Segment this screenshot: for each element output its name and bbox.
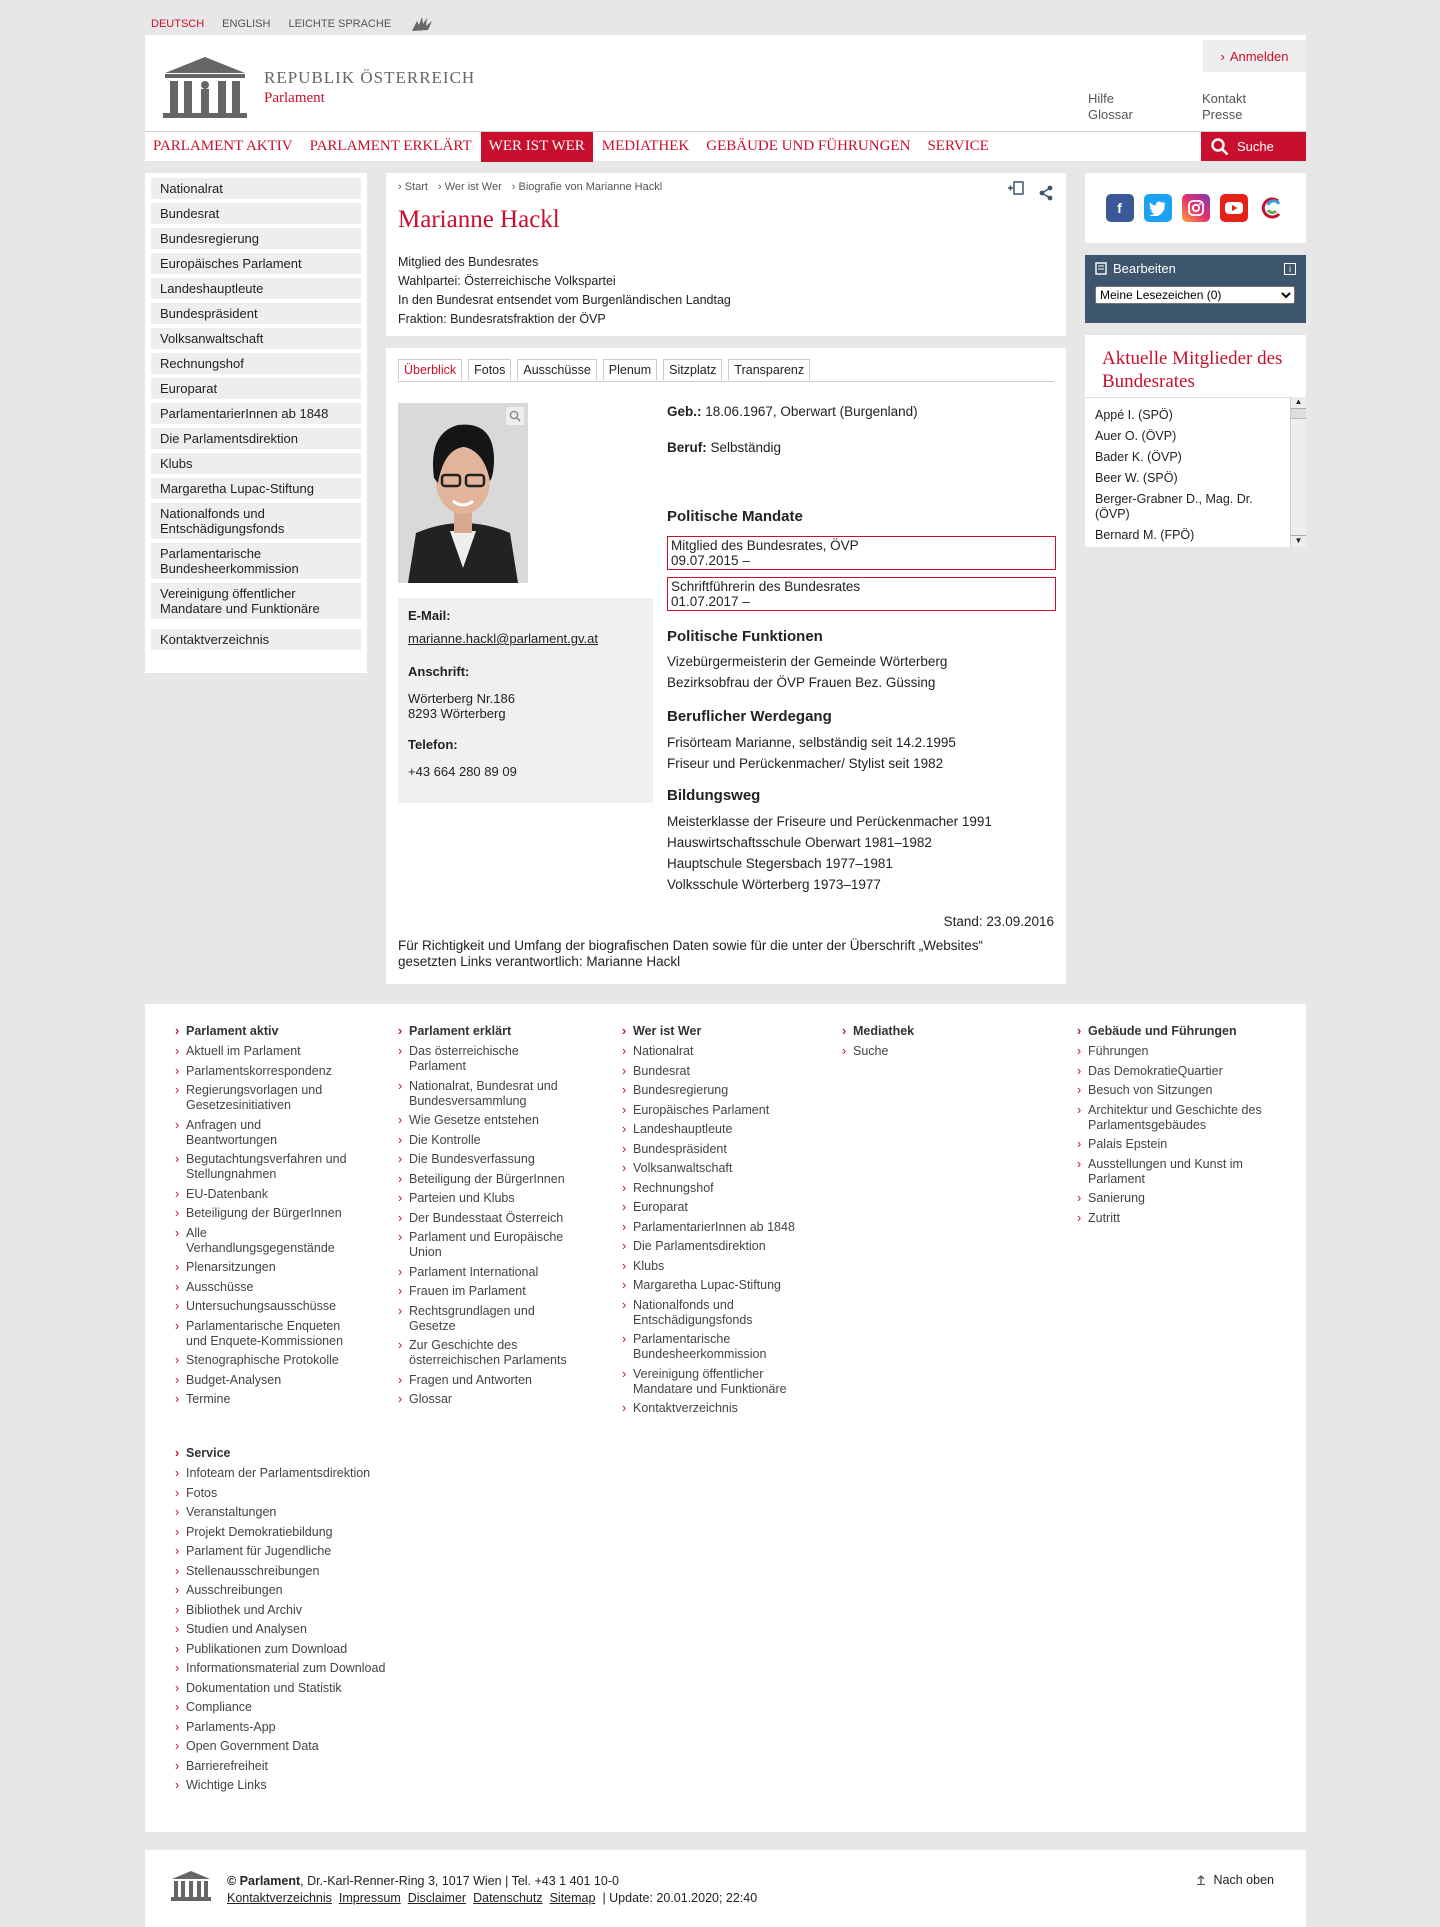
footer — [145, 1004, 1306, 1832]
logo-subtitle: Parlament — [264, 90, 325, 106]
list-item[interactable]: Bernard M. (FPÖ) — [1095, 528, 1195, 542]
list-item: Hauptschule Stegersbach 1977–1981 — [667, 856, 893, 871]
members-list — [1085, 397, 1290, 547]
footer-link[interactable]: › Beteiligung der BürgerInnen — [398, 1172, 578, 1187]
nav-mediathek[interactable]: MEDIATHEK — [601, 138, 690, 154]
footer-link[interactable]: › Die Parlamentsdirektion — [622, 1239, 802, 1254]
footer-link[interactable]: › Ausschreibungen — [175, 1583, 405, 1598]
career-list — [667, 732, 956, 774]
footer-link[interactable]: › Glossar — [398, 1392, 578, 1407]
footer-link[interactable]: › Parteien und Klubs — [398, 1191, 578, 1206]
footer-link[interactable]: › Regierungsvorlagen und Gesetzesinitiativen — [175, 1083, 355, 1113]
list-item: Hauswirtschaftsschule Oberwart 1981–1982 — [667, 835, 932, 850]
portrait-photo[interactable] — [398, 403, 528, 583]
sidebar-item-eu-parlament[interactable]: Europäisches Parlament — [151, 253, 361, 274]
footer-heading[interactable]: › Parlament aktiv — [175, 1024, 355, 1038]
email-link[interactable]: marianne.hackl@parlament.gv.at — [408, 631, 598, 646]
contact-box — [398, 598, 653, 803]
footer-link-datenschutz[interactable]: Datenschutz — [473, 1891, 543, 1905]
footer-col-parlament-aktiv — [175, 1024, 355, 1412]
contact-links — [1202, 91, 1246, 123]
footer-link[interactable]: › Veranstaltungen — [175, 1505, 405, 1520]
list-item[interactable]: Appé I. (SPÖ) — [1095, 408, 1173, 422]
list-item: Friseur und Perückenmacher/ Stylist seit 1982 — [667, 756, 944, 771]
footer-link[interactable]: › Dokumentation und Statistik — [175, 1681, 405, 1696]
breadcrumb-current: › Biografie von Marianne Hackl — [512, 181, 662, 193]
nav-gebaeude[interactable]: GEBÄUDE UND FÜHRUNGEN — [706, 138, 911, 154]
footer-link[interactable]: › Die Bundesverfassung — [398, 1152, 578, 1167]
footer-link[interactable]: › Rechnungshof — [622, 1181, 802, 1196]
functions-heading: Politische Funktionen — [667, 628, 823, 645]
sidebar-item-bundesrat[interactable]: Bundesrat — [151, 203, 361, 224]
footer-link[interactable]: › Informationsmaterial zum Download — [175, 1661, 405, 1676]
address-label: Anschrift: — [408, 664, 470, 679]
lang-leichte-sprache[interactable]: LEICHTE SPRACHE — [288, 18, 392, 30]
footer-link[interactable]: › Besuch von Sitzungen — [1077, 1083, 1267, 1098]
footer-link[interactable]: › Führungen — [1077, 1044, 1267, 1059]
footer-link[interactable]: › EU-Datenbank — [175, 1187, 355, 1202]
sidebar-item-landeshauptleute[interactable]: Landeshauptleute — [151, 278, 361, 299]
address-line-1: Wörterberg Nr.186 — [408, 691, 515, 706]
footer-link[interactable]: › Frauen im Parlament — [398, 1284, 578, 1299]
footer-link[interactable]: › Projekt Demokratiebildung — [175, 1525, 405, 1540]
footer-link[interactable]: › Das DemokratieQuartier — [1077, 1064, 1267, 1079]
birth-label: Geb.: — [667, 404, 702, 419]
search-button[interactable]: Suche — [1201, 132, 1306, 161]
glossary-link[interactable]: Glossar — [1088, 107, 1133, 122]
address-line-2: 8293 Wörterberg — [408, 706, 506, 721]
member-party: Wahlpartei: Österreichische Volkspartei — [398, 274, 616, 288]
youtube-icon[interactable] — [1220, 194, 1248, 222]
footer-link[interactable]: › Anfragen und Beantwortungen — [175, 1118, 355, 1148]
footer-link-sitemap[interactable]: Sitemap — [549, 1891, 596, 1905]
footer-link[interactable]: › Suche — [842, 1044, 1022, 1059]
disclaimer-text: Für Richtigkeit und Umfang der biografischen Daten sowie für die unter der Überschrift „Websites“ gesetzten Links verantwortlich: Marianne Hackl — [398, 938, 984, 969]
nav-wer-ist-wer[interactable]: WER IST WER — [481, 132, 593, 162]
breadcrumb-wer-ist-wer[interactable]: › Wer ist Wer — [438, 181, 502, 193]
main-nav — [145, 131, 1306, 161]
search-icon — [1211, 138, 1229, 156]
footer-link[interactable]: › Margaretha Lupac-Stiftung — [622, 1278, 802, 1293]
login-button[interactable]: › Anmelden — [1203, 40, 1306, 72]
share-icon[interactable] — [1038, 185, 1054, 206]
job-info — [667, 440, 781, 455]
help-link[interactable]: Hilfe — [1088, 91, 1115, 106]
members-heading: Aktuelle Mitglieder des Bundesrates — [1102, 348, 1283, 392]
footer-link[interactable]: › Fragen und Antworten — [398, 1373, 578, 1388]
info-icon[interactable]: i — [1284, 263, 1296, 275]
page-title: Marianne Hackl — [398, 206, 560, 233]
footer-link[interactable]: › Parlamentarische Bundesheerkommission — [622, 1332, 802, 1362]
sidebar-item-bundesheerkommission[interactable]: Parlamentarische Bundesheerkommission — [151, 543, 361, 579]
sidebar-item-europarat[interactable]: Europarat — [151, 378, 361, 399]
sidebar — [145, 173, 367, 673]
footer-link[interactable]: › Termine — [175, 1392, 355, 1407]
mandate-item[interactable]: Schriftführerin des Bundesrates 01.07.2017 – — [667, 577, 1056, 611]
language-bar — [151, 14, 435, 34]
footer-link[interactable]: › Nationalrat — [622, 1044, 802, 1059]
member-role: Mitglied des Bundesrates — [398, 255, 539, 269]
footer-col-service — [175, 1446, 405, 1798]
members-scrollbar[interactable] — [1290, 397, 1306, 547]
list-item[interactable]: Auer O. (ÖVP) — [1095, 429, 1177, 443]
sidebar-item-bundesregierung[interactable]: Bundesregierung — [151, 228, 361, 249]
footer-link[interactable]: › Publikationen zum Download — [175, 1642, 405, 1657]
footer-link[interactable]: › Compliance — [175, 1700, 405, 1715]
birth-info — [667, 404, 918, 419]
nav-parlament-erklaert[interactable]: PARLAMENT ERKLÄRT — [309, 138, 472, 154]
list-item: Meisterklasse der Friseure und Perückenmacher 1991 — [667, 814, 992, 829]
footer-link[interactable]: › Begutachtungsverfahren und Stellungnahmen — [175, 1152, 355, 1182]
address: , Dr.-Karl-Renner-Ring 3, 1017 Wien | Tel. +43 1 401 10-0 — [300, 1874, 619, 1888]
breadcrumb-start[interactable]: › Start — [398, 181, 428, 193]
tab-ueberblick[interactable]: Überblick — [398, 359, 462, 380]
footer-link[interactable]: › ParlamentarierInnen ab 1848 — [622, 1220, 802, 1235]
footer-link[interactable]: › Budget-Analysen — [175, 1373, 355, 1388]
footer-link[interactable]: › Bundesregierung — [622, 1083, 802, 1098]
member-info — [398, 253, 731, 329]
footer-link[interactable]: › Untersuchungsausschüsse — [175, 1299, 355, 1314]
nav-service[interactable]: SERVICE — [927, 138, 989, 154]
footer-link[interactable]: › Parlamentarische Enqueten und Enquete-Kommissionen — [175, 1319, 355, 1349]
footer-link[interactable]: › Studien und Analysen — [175, 1622, 405, 1637]
career-heading: Beruflicher Werdegang — [667, 708, 832, 725]
job-value: Selbständig — [710, 440, 782, 455]
tab-transparenz[interactable]: Transparenz — [728, 359, 810, 380]
current-members-box — [1085, 335, 1306, 547]
phone-number: +43 664 280 89 09 — [408, 764, 517, 779]
footer-link[interactable]: › Ausschüsse — [175, 1280, 355, 1295]
footer-link[interactable]: › Fotos — [175, 1486, 405, 1501]
footer-link[interactable]: › Nationalfonds und Entschädigungsfonds — [622, 1298, 802, 1328]
footer-heading[interactable]: › Parlament erklärt — [398, 1024, 578, 1038]
list-item[interactable]: Beer W. (SPÖ) — [1095, 471, 1178, 485]
footer-link[interactable]: › Europäisches Parlament — [622, 1103, 802, 1118]
footer-link[interactable]: › Kontaktverzeichnis — [622, 1401, 802, 1416]
education-list — [667, 811, 992, 895]
member-delegation: In den Bundesrat entsendet vom Burgenländischen Landtag — [398, 293, 731, 307]
footer-heading[interactable]: › Wer ist Wer — [622, 1024, 802, 1038]
parliament-logo-icon — [160, 55, 250, 120]
parliament-small-logo-icon — [170, 1870, 212, 1902]
footer-link[interactable]: › Alle Verhandlungsgegenstände — [175, 1226, 355, 1256]
copyright-block — [227, 1873, 757, 1907]
footer-link[interactable]: › Stenographische Protokolle — [175, 1353, 355, 1368]
profile-tabs — [398, 359, 810, 380]
footer-link[interactable]: › Stellenausschreibungen — [175, 1564, 405, 1579]
footer-col-wer-ist-wer — [622, 1024, 802, 1421]
footer-link[interactable]: › Die Kontrolle — [398, 1133, 578, 1148]
footer-link-kontaktverzeichnis[interactable]: Kontaktverzeichnis — [227, 1891, 332, 1905]
footer-link-disclaimer[interactable]: Disclaimer — [407, 1891, 467, 1905]
footer-link[interactable]: › Open Government Data — [175, 1739, 405, 1754]
footer-link-impressum[interactable]: Impressum — [338, 1891, 401, 1905]
footer-link[interactable]: › Parlaments-App — [175, 1720, 405, 1735]
sidebar-item-volksanwaltschaft[interactable]: Volksanwaltschaft — [151, 328, 361, 349]
footer-col-mediathek — [842, 1024, 1022, 1064]
footer-link[interactable]: › Sanierung — [1077, 1191, 1267, 1206]
lang-deutsch[interactable]: DEUTSCH — [151, 18, 205, 30]
footer-link[interactable]: › Bibliothek und Archiv — [175, 1603, 405, 1618]
education-heading: Bildungsweg — [667, 787, 761, 804]
footer-link[interactable]: › Parlament und Europäische Union — [398, 1230, 578, 1260]
stand-date: Stand: 23.09.2016 — [943, 914, 1054, 929]
email-label: E-Mail: — [408, 608, 451, 623]
zoom-icon[interactable] — [506, 407, 524, 425]
footer-link[interactable]: › Bundespräsident — [622, 1142, 802, 1157]
sidebar-item-vereinigung[interactable]: Vereinigung öffentlicher Mandatare und Funktionäre — [151, 583, 361, 619]
footer-link[interactable]: › Zur Geschichte des österreichischen Parlaments — [398, 1338, 578, 1368]
footer-link[interactable]: › Parlament für Jugendliche — [175, 1544, 405, 1559]
social-links — [1085, 173, 1306, 243]
edit-icon — [1095, 262, 1107, 275]
bookmarks-select[interactable] — [1095, 286, 1295, 304]
list-item[interactable]: Bader K. (ÖVP) — [1095, 450, 1182, 464]
footer-link[interactable]: › Der Bundesstaat Österreich — [398, 1211, 578, 1226]
header — [145, 35, 1306, 131]
birth-value: 18.06.1967, Oberwart (Burgenland) — [705, 404, 918, 419]
footer-link[interactable]: › Volksanwaltschaft — [622, 1161, 802, 1176]
list-item: Vizebürgermeisterin der Gemeinde Wörterberg — [667, 654, 948, 669]
footer-link[interactable]: › Ausstellungen und Kunst im Parlament — [1077, 1157, 1267, 1187]
footer-heading[interactable]: › Service — [175, 1446, 405, 1460]
twitter-icon[interactable] — [1144, 194, 1172, 222]
press-link[interactable]: Presse — [1202, 107, 1243, 122]
sidebar-item-parlamentarier-1848[interactable]: ParlamentarierInnen ab 1848 — [151, 403, 361, 424]
list-item: Bezirksobfrau der ÖVP Frauen Bez. Güssing — [667, 675, 936, 690]
footer-link[interactable]: › Zutritt — [1077, 1211, 1267, 1226]
footer-link[interactable]: › Wie Gesetze entstehen — [398, 1113, 578, 1128]
footer-col-parlament-erklaert — [398, 1024, 578, 1412]
footer-link[interactable]: › Das österreichische Parlament — [398, 1044, 578, 1074]
scroll-down-icon[interactable]: ▼ — [1291, 535, 1306, 547]
edit-label[interactable]: Bearbeiten — [1113, 261, 1176, 276]
sidebar-item-parlamentsdirektion[interactable]: Die Parlamentsdirektion — [151, 428, 361, 449]
footer-link[interactable]: › Plenarsitzungen — [175, 1260, 355, 1275]
footer-link[interactable]: › Vereinigung öffentlicher Mandatare und Funktionäre — [622, 1367, 802, 1397]
logo[interactable] — [160, 55, 475, 120]
bottom-bar — [145, 1850, 1306, 1927]
list-item[interactable]: Berger-Grabner D., Mag. Dr. (ÖVP) — [1095, 492, 1253, 521]
sidebar-item-kontaktverzeichnis[interactable]: Kontaktverzeichnis — [151, 629, 361, 650]
footer-heading[interactable]: › Gebäude und Führungen — [1077, 1024, 1267, 1038]
footer-link[interactable]: › Aktuell im Parlament — [175, 1044, 355, 1059]
back-to-top-link[interactable]: Nach oben — [1196, 1873, 1274, 1887]
tab-sitzplatz[interactable]: Sitzplatz — [663, 359, 722, 380]
sidebar-item-klubs[interactable]: Klubs — [151, 453, 361, 474]
sign-language-icon[interactable] — [409, 15, 435, 33]
footer-link[interactable]: › Infoteam der Parlamentsdirektion — [175, 1466, 405, 1481]
footer-link[interactable]: › Wichtige Links — [175, 1778, 405, 1793]
instagram-icon[interactable] — [1182, 194, 1210, 222]
facebook-icon[interactable]: f — [1106, 194, 1134, 222]
bookmark-icon[interactable] — [1006, 181, 1026, 202]
arrow-up-icon — [1196, 1875, 1206, 1885]
footer-link[interactable]: › Parlament International — [398, 1265, 578, 1280]
functions-list — [667, 651, 947, 693]
footer-link[interactable]: › Palais Epstein — [1077, 1137, 1267, 1152]
scroll-up-icon[interactable]: ▲ — [1291, 397, 1306, 409]
job-label: Beruf: — [667, 440, 707, 455]
list-item: Frisörteam Marianne, selbständig seit 14.2.1995 — [667, 735, 956, 750]
nav-parlament-aktiv[interactable]: PARLAMENT AKTIV — [153, 138, 293, 154]
tab-ausschuesse[interactable]: Ausschüsse — [517, 359, 596, 380]
sidebar-item-lupac-stiftung[interactable]: Margaretha Lupac-Stiftung — [151, 478, 361, 499]
profile-body — [386, 348, 1066, 984]
help-links — [1088, 91, 1133, 123]
footer-col-gebaeude — [1077, 1024, 1267, 1230]
tab-fotos[interactable]: Fotos — [468, 359, 511, 380]
footer-link[interactable]: › Klubs — [622, 1259, 802, 1274]
flickr-icon[interactable] — [1258, 194, 1286, 222]
phone-label: Telefon: — [408, 737, 458, 752]
sidebar-item-rechnungshof[interactable]: Rechnungshof — [151, 353, 361, 374]
profile-header — [386, 173, 1066, 336]
sidebar-item-nationalfonds[interactable]: Nationalfonds und Entschädigungsfonds — [151, 503, 361, 539]
footer-link[interactable]: › Nationalrat, Bundesrat und Bundesversammlung — [398, 1079, 578, 1109]
sidebar-item-nationalrat[interactable]: Nationalrat — [151, 178, 361, 199]
lang-english[interactable]: ENGLISH — [222, 18, 271, 30]
footer-link[interactable]: › Europarat — [622, 1200, 802, 1215]
member-faction: Fraktion: Bundesratsfraktion der ÖVP — [398, 312, 606, 326]
mandate-item[interactable]: Mitglied des Bundesrates, ÖVP 09.07.2015 – — [667, 536, 1056, 570]
footer-link[interactable]: › Barrierefreiheit — [175, 1759, 405, 1774]
footer-link[interactable]: › Beteiligung der BürgerInnen — [175, 1206, 355, 1221]
copyright: © Parlament — [227, 1874, 301, 1888]
sidebar-item-bundespraesident[interactable]: Bundespräsident — [151, 303, 361, 324]
logo-title: REPUBLIK ÖSTERREICH — [264, 68, 476, 87]
tab-plenum[interactable]: Plenum — [603, 359, 657, 380]
update-info: | Update: 20.01.2020; 22:40 — [602, 1891, 758, 1905]
footer-link[interactable]: › Rechtsgrundlagen und Gesetze — [398, 1304, 578, 1334]
contact-link[interactable]: Kontakt — [1202, 91, 1247, 106]
list-item: Volksschule Wörterberg 1973–1977 — [667, 877, 881, 892]
footer-link[interactable]: › Landeshauptleute — [622, 1122, 802, 1137]
breadcrumb — [398, 181, 662, 193]
bookmarks-box — [1085, 255, 1306, 323]
footer-heading[interactable]: › Mediathek — [842, 1024, 1022, 1038]
mandates-heading: Politische Mandate — [667, 508, 803, 525]
footer-link[interactable]: › Bundesrat — [622, 1064, 802, 1079]
footer-link[interactable]: › Parlamentskorrespondenz — [175, 1064, 355, 1079]
footer-link[interactable]: › Architektur und Geschichte des Parlamentsgebäudes — [1077, 1103, 1267, 1133]
